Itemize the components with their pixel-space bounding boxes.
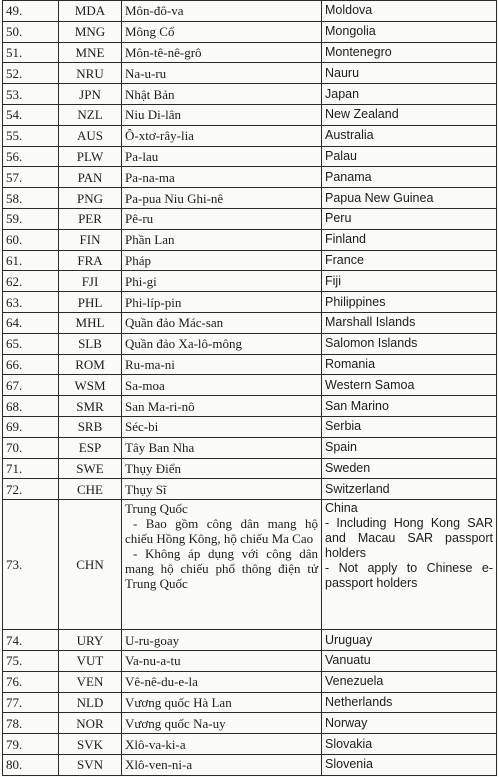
table-row [3, 63, 497, 84]
table-row [3, 167, 497, 188]
row-number: 49. [3, 1, 59, 22]
country-code: SVK [59, 734, 122, 755]
table-row [3, 104, 497, 125]
vietnamese-name: Pa-pua Niu Ghi-nê [122, 188, 322, 209]
country-code: FRA [59, 250, 122, 271]
table-row [3, 271, 497, 292]
row-number: 58. [3, 188, 59, 209]
country-code: PNG [59, 188, 122, 209]
english-name: Palau [322, 146, 497, 167]
row-number: 64. [3, 312, 59, 333]
vietnamese-name: Phi-líp-pin [122, 292, 322, 313]
row-number: 51. [3, 42, 59, 63]
country-code: JPN [59, 84, 122, 105]
country-code: SMR [59, 396, 122, 417]
table-row [3, 650, 497, 671]
row-number: 80. [3, 754, 59, 775]
vietnamese-name: Tây Ban Nha [122, 437, 322, 458]
table-row [3, 416, 497, 437]
country-code: WSM [59, 375, 122, 396]
country-code: SVN [59, 754, 122, 775]
row-number: 63. [3, 292, 59, 313]
english-name: Montenegro [322, 42, 497, 63]
english-name: Spain [322, 437, 497, 458]
english-name: Papua New Guinea [322, 188, 497, 209]
row-number: 62. [3, 271, 59, 292]
table-row [3, 630, 497, 651]
english-name: France [322, 250, 497, 271]
row-number: 79. [3, 734, 59, 755]
vietnamese-note-2: - Không áp dụng với công dân mang hộ chiếu phổ thông điện tử Trung Quốc [125, 546, 318, 592]
country-code: NRU [59, 63, 122, 84]
country-code: AUS [59, 125, 122, 146]
vietnamese-name: Xlô-ven-ni-a [122, 754, 322, 775]
vietnamese-name: Môn-đô-va [122, 1, 322, 22]
country-code: NZL [59, 104, 122, 125]
table-row [3, 208, 497, 229]
english-name: Venezuela [322, 671, 497, 692]
row-number: 59. [3, 208, 59, 229]
row-number: 67. [3, 375, 59, 396]
row-number: 72. [3, 479, 59, 500]
vietnamese-name: Ô-xtơ-rây-lia [122, 125, 322, 146]
english-name: Salomon Islands [322, 333, 497, 354]
row-number: 56. [3, 146, 59, 167]
english-name: Western Samoa [322, 375, 497, 396]
table-row [3, 437, 497, 458]
english-name: Philippines [322, 292, 497, 313]
row-number: 50. [3, 21, 59, 42]
country-code: CHN [59, 500, 122, 630]
row-number: 53. [3, 84, 59, 105]
vietnamese-name: Mông Cổ [122, 21, 322, 42]
table-row [3, 671, 497, 692]
english-name: Slovakia [322, 734, 497, 755]
table-row [3, 146, 497, 167]
english-name: Slovenia [322, 754, 497, 775]
row-number: 69. [3, 416, 59, 437]
vietnamese-name-cell [122, 500, 322, 630]
english-name: China [325, 501, 358, 516]
country-code: PHL [59, 292, 122, 313]
country-code: MHL [59, 312, 122, 333]
row-number: 74. [3, 630, 59, 651]
vietnamese-name: Phi-gi [122, 271, 322, 292]
country-code: MNE [59, 42, 122, 63]
english-name: San Marino [322, 396, 497, 417]
english-name: Finland [322, 229, 497, 250]
row-number: 75. [3, 650, 59, 671]
vietnamese-name: Vê-nê-du-e-la [122, 671, 322, 692]
table-row [3, 292, 497, 313]
country-code: NOR [59, 713, 122, 734]
vietnamese-name: Quần đảo Mác-san [122, 312, 322, 333]
vietnamese-name: Trung Quốc [125, 501, 188, 517]
vietnamese-name: Quần đảo Xa-lô-mông [122, 333, 322, 354]
row-number: 77. [3, 692, 59, 713]
country-code: CHE [59, 479, 122, 500]
english-name: Fiji [322, 271, 497, 292]
row-number: 61. [3, 250, 59, 271]
english-name: Mongolia [322, 21, 497, 42]
vietnamese-name: Ru-ma-ni [122, 354, 322, 375]
table-row [3, 84, 497, 105]
english-name: Moldova [322, 1, 497, 22]
country-code: URY [59, 630, 122, 651]
table-row [3, 713, 497, 734]
row-number: 52. [3, 63, 59, 84]
english-name: Panama [322, 167, 497, 188]
country-code: SWE [59, 458, 122, 479]
vietnamese-name: Sa-moa [122, 375, 322, 396]
vietnamese-name: Vương quốc Hà Lan [122, 692, 322, 713]
row-number: 57. [3, 167, 59, 188]
vietnamese-name: Vương quốc Na-uy [122, 713, 322, 734]
country-code: VEN [59, 671, 122, 692]
english-name-cell [322, 500, 497, 630]
english-name: Australia [322, 125, 497, 146]
vietnamese-name: San Ma-ri-nô [122, 396, 322, 417]
table-row [3, 250, 497, 271]
table-row [3, 229, 497, 250]
english-name: New Zealand [322, 104, 497, 125]
table-row [3, 21, 497, 42]
english-name: Netherlands [322, 692, 497, 713]
table-row [3, 354, 497, 375]
row-number: 55. [3, 125, 59, 146]
row-number: 71. [3, 458, 59, 479]
english-note-1: - Including Hong Kong SAR and Macau SAR passport holders [325, 516, 493, 561]
row-number: 66. [3, 354, 59, 375]
row-number: 68. [3, 396, 59, 417]
table-row [3, 1, 497, 22]
country-table-body [3, 1, 497, 776]
english-name: Japan [322, 84, 497, 105]
english-name: Serbia [322, 416, 497, 437]
vietnamese-name: Pê-ru [122, 208, 322, 229]
table-row [3, 42, 497, 63]
country-code: ROM [59, 354, 122, 375]
table-row [3, 692, 497, 713]
english-name: Switzerland [322, 479, 497, 500]
vietnamese-note-1: - Bao gồm công dân mang hộ chiếu Hồng Kông, hộ chiếu Ma Cao [125, 516, 318, 547]
table-row [3, 458, 497, 479]
country-code: PER [59, 208, 122, 229]
row-number: 70. [3, 437, 59, 458]
english-name: Peru [322, 208, 497, 229]
country-code: NLD [59, 692, 122, 713]
english-name: Marshall Islands [322, 312, 497, 333]
vietnamese-name: Pháp [122, 250, 322, 271]
row-number: 78. [3, 713, 59, 734]
vietnamese-name: Nhật Bản [122, 84, 322, 105]
english-name: Sweden [322, 458, 497, 479]
vietnamese-name: Thụy Điển [122, 458, 322, 479]
vietnamese-name: Na-u-ru [122, 63, 322, 84]
vietnamese-name: Pa-na-ma [122, 167, 322, 188]
vietnamese-name: U-ru-goay [122, 630, 322, 651]
country-code: MDA [59, 1, 122, 22]
country-code: PLW [59, 146, 122, 167]
table-row [3, 734, 497, 755]
vietnamese-name: Xlô-va-ki-a [122, 734, 322, 755]
table-row [3, 333, 497, 354]
country-code: SRB [59, 416, 122, 437]
english-note-2: - Not apply to Chinese e-passport holders [325, 561, 493, 591]
table-row [3, 312, 497, 333]
country-code: MNG [59, 21, 122, 42]
table-row [3, 125, 497, 146]
english-name: Vanuatu [322, 650, 497, 671]
row-number: 76. [3, 671, 59, 692]
country-code: FJI [59, 271, 122, 292]
row-number: 60. [3, 229, 59, 250]
table-row [3, 754, 497, 775]
country-code: PAN [59, 167, 122, 188]
country-code: ESP [59, 437, 122, 458]
row-number: 73. [3, 500, 59, 630]
row-number: 65. [3, 333, 59, 354]
vietnamese-name: Thụy Sĩ [122, 479, 322, 500]
vietnamese-name: Môn-tê-nê-grô [122, 42, 322, 63]
table-row [3, 375, 497, 396]
english-name: Norway [322, 713, 497, 734]
country-table [2, 0, 497, 776]
vietnamese-name: Séc-bi [122, 416, 322, 437]
english-name: Nauru [322, 63, 497, 84]
table-row [3, 188, 497, 209]
english-name: Uruguay [322, 630, 497, 651]
country-code: FIN [59, 229, 122, 250]
table-row [3, 479, 497, 500]
vietnamese-name: Va-nu-a-tu [122, 650, 322, 671]
english-name: Romania [322, 354, 497, 375]
vietnamese-name: Pa-lau [122, 146, 322, 167]
table-row-china [3, 500, 497, 630]
vietnamese-name: Phần Lan [122, 229, 322, 250]
row-number: 54. [3, 104, 59, 125]
table-row [3, 396, 497, 417]
country-code: SLB [59, 333, 122, 354]
vietnamese-name: Niu Di-lân [122, 104, 322, 125]
country-code: VUT [59, 650, 122, 671]
